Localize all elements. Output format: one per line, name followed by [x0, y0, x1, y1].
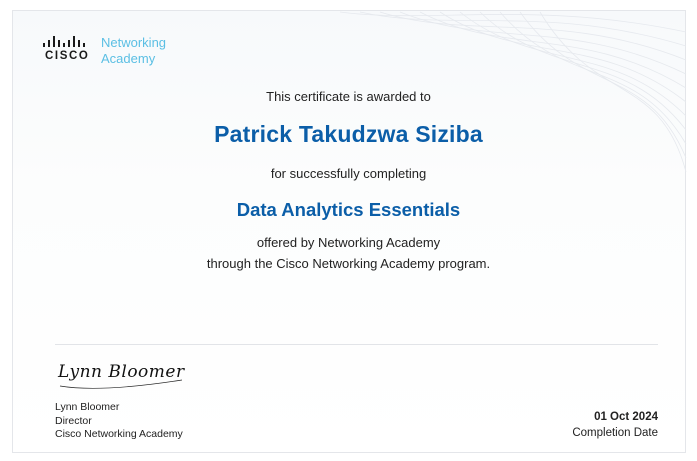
completion-date: 01 Oct 2024 — [594, 411, 658, 423]
cisco-networking-academy-logo — [43, 34, 183, 68]
logo-line-networking: Networking — [101, 35, 167, 50]
program-text: through the Cisco Networking Academy program. — [206, 256, 491, 271]
signer-title: Director — [55, 415, 92, 427]
cisco-bars-icon — [43, 36, 93, 50]
completion-date-label: Completion Date — [572, 427, 658, 439]
offered-text: offered by Networking Academy — [256, 235, 441, 250]
signature-divider — [55, 344, 658, 345]
cisco-wordmark: CISCO — [45, 50, 90, 62]
recipient-name: Patrick Takudzwa Siziba — [214, 121, 483, 147]
completing-text: for successfully completing — [270, 166, 427, 181]
logo-program-name — [101, 35, 166, 67]
signer-organization: Cisco Networking Academy — [55, 428, 183, 440]
course-title: Data Analytics Essentials — [236, 199, 461, 220]
signature-text: Lynn Bloomer — [58, 362, 185, 382]
logo-line-academy: Academy — [101, 51, 156, 66]
signature — [54, 356, 188, 396]
awarded-text: This certificate is awarded to — [266, 89, 431, 104]
signer-name: Lynn Bloomer — [55, 401, 120, 413]
